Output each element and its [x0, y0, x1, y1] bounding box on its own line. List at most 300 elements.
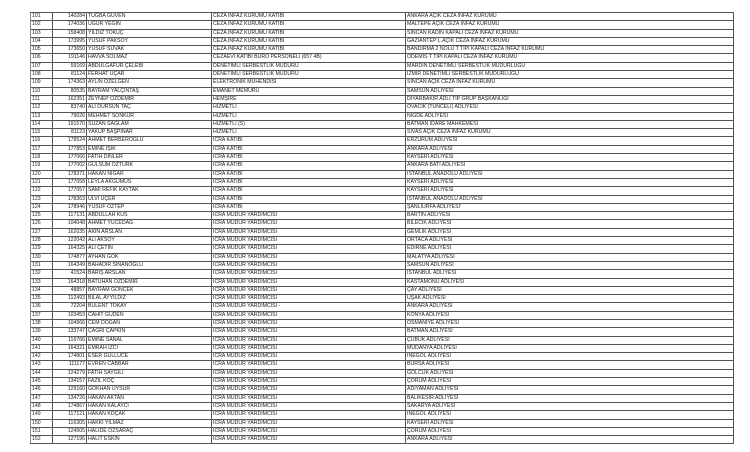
table-row: [31, 411, 734, 419]
registry-id-cell: 177066: [53, 154, 87, 162]
person-name-cell: YUSUF OZTEP: [87, 203, 212, 211]
registry-id-cell: 177002: [53, 162, 87, 170]
row-number-cell: 134: [31, 286, 53, 294]
row-number-cell: 115: [31, 129, 53, 137]
job-title-cell: ICRA KATIBI: [212, 203, 406, 211]
assignment-location-cell: ORTACA ADLIYESI: [406, 237, 734, 245]
job-title-cell: ICRA KATIBI: [212, 195, 406, 203]
assignment-location-cell: KAYSERI ADLIYESI: [406, 187, 734, 195]
registry-id-cell: 122042: [53, 237, 87, 245]
table-row: [31, 336, 734, 344]
row-number-cell: 126: [31, 220, 53, 228]
table-row: [31, 46, 734, 54]
person-name-cell: MEHMET SONKUR: [87, 112, 212, 120]
row-number-cell: 150: [31, 419, 53, 427]
table-row: [31, 170, 734, 178]
person-name-cell: EMINE SANAL: [87, 336, 212, 344]
table-row: [31, 54, 734, 62]
job-title-cell: HIZMETLI (S): [212, 120, 406, 128]
assignment-location-cell: UŞAK ADLIYESI: [406, 295, 734, 303]
table-row: [31, 311, 734, 319]
table-row: [31, 394, 734, 402]
person-name-cell: EVREN CABBAR: [87, 361, 212, 369]
row-number-cell: 128: [31, 237, 53, 245]
registry-id-cell: 174036: [53, 21, 87, 29]
assignment-location-cell: ÇORUM ADLIYESI: [406, 378, 734, 386]
job-title-cell: ICRA MUDUR YARDIMCISI: [212, 361, 406, 369]
job-title-cell: ICRA KATIBI: [212, 170, 406, 178]
assignment-location-cell: KONYA ADLIYESI: [406, 311, 734, 319]
person-name-cell: SAMI REFIK KAYTAK: [87, 187, 212, 195]
assignment-location-cell: ERZURUM ADLIYESI: [406, 137, 734, 145]
registry-id-cell: 81123: [53, 129, 87, 137]
job-title-cell: ICRA MUDUR YARDIMCISI: [212, 286, 406, 294]
row-number-cell: 138: [31, 319, 53, 327]
registry-id-cell: 174877: [53, 253, 87, 261]
person-name-cell: ABDULGAFUR ÇELEBI: [87, 62, 212, 70]
row-number-cell: 141: [31, 344, 53, 352]
job-title-cell: HIZMETLI: [212, 129, 406, 137]
assignment-location-cell: ISTANBUL ADLIYESI: [406, 270, 734, 278]
job-title-cell: ICRA KATIBI: [212, 162, 406, 170]
row-number-cell: 116: [31, 137, 53, 145]
registry-id-cell: 103453: [53, 311, 87, 319]
job-title-cell: ICRA MUDUR YARDIMCISI: [212, 228, 406, 236]
row-number-cell: 132: [31, 270, 53, 278]
registry-id-cell: 124505: [53, 427, 87, 435]
table-row: [31, 353, 734, 361]
table-row: [31, 361, 734, 369]
row-number-cell: 145: [31, 378, 53, 386]
assignment-location-cell: KAYSERI ADLIYESI: [406, 419, 734, 427]
assignment-location-cell: ISTANBUL ANADOLU ADLIYESI: [406, 170, 734, 178]
person-name-cell: FAZIL KOÇ: [87, 378, 212, 386]
person-name-cell: EMRAH IZCI: [87, 344, 212, 352]
job-title-cell: ICRA KATIBI: [212, 137, 406, 145]
row-number-cell: 109: [31, 79, 53, 87]
assignment-location-cell: MALTEPE AÇIK CEZA INFAZ KURUMU: [406, 21, 734, 29]
person-name-cell: ESER GULLUCE: [87, 353, 212, 361]
assignment-location-cell: ÇUBUK ADLIYESI: [406, 336, 734, 344]
row-number-cell: 104: [31, 37, 53, 45]
assignment-location-cell: KAYSERI ADLIYESI: [406, 154, 734, 162]
person-name-cell: BAYRAM GONCEK: [87, 286, 212, 294]
row-number-cell: 119: [31, 162, 53, 170]
row-number-cell: 106: [31, 54, 53, 62]
registry-id-cell: 124279: [53, 369, 87, 377]
registry-id-cell: 174363: [53, 79, 87, 87]
row-number-cell: 149: [31, 411, 53, 419]
table-row: [31, 79, 734, 87]
job-title-cell: ICRA MUDUR YARDIMCISI: [212, 295, 406, 303]
registry-id-cell: 80535: [53, 87, 87, 95]
job-title-cell: HIZMETLI: [212, 104, 406, 112]
registry-id-cell: 162351: [53, 95, 87, 103]
registry-id-cell: 178363: [53, 195, 87, 203]
job-title-cell: ICRA MUDUR YARDIMCISI: [212, 278, 406, 286]
table-row: [31, 378, 734, 386]
assignment-location-cell: SAKARYA ADLIYESI: [406, 402, 734, 410]
table-row: [31, 369, 734, 377]
registry-id-cell: 48857: [53, 286, 87, 294]
job-title-cell: ICRA MUDUR YARDIMCISI: [212, 261, 406, 269]
person-name-cell: AHMET YUCEDAG: [87, 220, 212, 228]
table-row: [31, 220, 734, 228]
person-name-cell: YAKUP BAŞPINAR: [87, 129, 212, 137]
job-title-cell: ICRA MUDUR YARDIMCISI: [212, 353, 406, 361]
assignment-location-cell: KAYSERI ADLIYESI: [406, 178, 734, 186]
person-name-cell: HAVVA SOLMAZ: [87, 54, 212, 62]
table-row: [31, 419, 734, 427]
registry-id-cell: 178371: [53, 170, 87, 178]
assignment-location-cell: ANKARA ADLIYESI: [406, 145, 734, 153]
table-row: [31, 87, 734, 95]
person-name-cell: HAKAN NIGAR: [87, 170, 212, 178]
row-number-cell: 147: [31, 394, 53, 402]
job-title-cell: ICRA MUDUR YARDIMCISI: [212, 369, 406, 377]
registry-id-cell: 104966: [53, 319, 87, 327]
job-title-cell: CEZA INFAZ KURUMU KATIBI: [212, 37, 406, 45]
row-number-cell: 118: [31, 154, 53, 162]
row-number-cell: 111: [31, 95, 53, 103]
person-name-cell: BARIŞ ARSLAN: [87, 270, 212, 278]
assignment-location-cell: ISTANBUL ANADOLU ADLIYESI: [406, 195, 734, 203]
person-name-cell: FATIH DINLER: [87, 154, 212, 162]
assignment-location-cell: BALIKESIR ADLIYESI: [406, 394, 734, 402]
registry-id-cell: 164318: [53, 278, 87, 286]
assignment-location-cell: ODEMIS T TIPI KAPALI CEZA INFAZ KURUMU: [406, 54, 734, 62]
row-number-cell: 117: [31, 145, 53, 153]
row-number-cell: 129: [31, 245, 53, 253]
registry-id-cell: 178946: [53, 203, 87, 211]
row-number-cell: 133: [31, 278, 53, 286]
registry-id-cell: 129160: [53, 386, 87, 394]
assignment-location-cell: INEGOL ADLIYESI: [406, 411, 734, 419]
row-number-cell: 122: [31, 187, 53, 195]
row-number-cell: 125: [31, 212, 53, 220]
person-name-cell: ULVI UÇER: [87, 195, 212, 203]
registry-id-cell: 134157: [53, 378, 87, 386]
job-title-cell: ICRA MUDUR YARDIMCISI: [212, 427, 406, 435]
registry-id-cell: 81124: [53, 71, 87, 79]
job-title-cell: CEZA INFAZ KURUMU KATIBI: [212, 46, 406, 54]
assignment-location-cell: BANDIRMA 2 NOLU T TIPI KAPALI CEZA INFAZ KURUMU: [406, 46, 734, 54]
assignment-location-cell: SINCAN AÇIK CEZA INFAZ KURUMU: [406, 79, 734, 87]
table-row: [31, 13, 734, 21]
registry-id-cell: 83740: [53, 104, 87, 112]
job-title-cell: ICRA MUDUR YARDIMCISI: [212, 419, 406, 427]
registry-id-cell: 79026: [53, 112, 87, 120]
registry-id-cell: 127196: [53, 436, 87, 444]
table-row: [31, 120, 734, 128]
job-title-cell: ICRA KATIBI: [212, 154, 406, 162]
table-row: [31, 286, 734, 294]
job-title-cell: CEZA INFAZ KURUMU KATIBI: [212, 29, 406, 37]
assignment-location-cell: SIVAS AÇIK CEZA INFAZ KURUMU: [406, 129, 734, 137]
person-name-cell: AYLIN OZELGEN: [87, 79, 212, 87]
table-row: [31, 237, 734, 245]
assignment-location-cell: OSMANIYE ADLIYESI: [406, 319, 734, 327]
row-number-cell: 124: [31, 203, 53, 211]
job-title-cell: ICRA MUDUR YARDIMCISI: [212, 394, 406, 402]
job-title-cell: ICRA MUDUR YARDIMCISI: [212, 328, 406, 336]
assignment-location-cell: GEMLIK ADLIYESI: [406, 228, 734, 236]
person-name-cell: BATUHAN OZDEMIR: [87, 278, 212, 286]
job-title-cell: ICRA MUDUR YARDIMCISI: [212, 411, 406, 419]
assignment-location-cell: INEGOL ADLIYESI: [406, 353, 734, 361]
table-row: [31, 71, 734, 79]
job-title-cell: ICRA MUDUR YARDIMCISI: [212, 270, 406, 278]
row-number-cell: 144: [31, 369, 53, 377]
table-row: [31, 178, 734, 186]
row-number-cell: 114: [31, 120, 53, 128]
person-name-cell: ZEYNEP OZDEMIR: [87, 95, 212, 103]
table-row: [31, 195, 734, 203]
table-row: [31, 154, 734, 162]
table-row: [31, 137, 734, 145]
personnel-table: [30, 12, 734, 444]
assignment-location-cell: BATMAN IDARE MAHKEMESI: [406, 120, 734, 128]
table-row: [31, 270, 734, 278]
person-name-cell: CEM DOGAN: [87, 319, 212, 327]
registry-id-cell: 104048: [53, 220, 87, 228]
job-title-cell: ICRA MUDUR YARDIMCISI -: [212, 303, 406, 311]
row-number-cell: 112: [31, 104, 53, 112]
assignment-location-cell: ANKARA BATI ADLIYESI: [406, 162, 734, 170]
person-name-cell: HAKKI YILMAZ: [87, 419, 212, 427]
person-name-cell: HAKAN AKTAN: [87, 394, 212, 402]
row-number-cell: 139: [31, 328, 53, 336]
job-title-cell: ICRA KATIBI: [212, 187, 406, 195]
assignment-location-cell: BURSA ADLIYESI: [406, 361, 734, 369]
job-title-cell: ICRA MUDUR YARDIMCISI: [212, 220, 406, 228]
assignment-location-cell: ÇORUM ADLIYESI: [406, 427, 734, 435]
table-row: [31, 112, 734, 120]
person-name-cell: BILAL AYYILDIZ: [87, 295, 212, 303]
job-title-cell: ELEKTRONIK MUHENDISI: [212, 79, 406, 87]
table-row: [31, 187, 734, 195]
job-title-cell: EMANET MEMURU: [212, 87, 406, 95]
registry-id-cell: 134726: [53, 394, 87, 402]
job-title-cell: ICRA MUDUR YARDIMCISI: [212, 336, 406, 344]
registry-id-cell: 41524: [53, 270, 87, 278]
assignment-location-cell: SINCAN KADIN KAPALI CEZA INFAZ KURUMU: [406, 29, 734, 37]
row-number-cell: 120: [31, 170, 53, 178]
assignment-location-cell: GOLCUK ADLIYESI: [406, 369, 734, 377]
person-name-cell: BAYRAM YALÇINTAŞ: [87, 87, 212, 95]
row-number-cell: 152: [31, 436, 53, 444]
person-name-cell: FATIH SAYGILI: [87, 369, 212, 377]
job-title-cell: ICRA MUDUR YARDIMCISI: [212, 237, 406, 245]
table-row: [31, 37, 734, 45]
table-row: [31, 228, 734, 236]
table-row: [31, 278, 734, 286]
row-number-cell: 101: [31, 13, 53, 21]
table-row: [31, 253, 734, 261]
person-name-cell: BAHADIR SINANOGLU: [87, 261, 212, 269]
table-row: [31, 328, 734, 336]
registry-id-cell: 112493: [53, 295, 87, 303]
job-title-cell: ICRA MUDUR YARDIMCISI: [212, 311, 406, 319]
registry-id-cell: 173995: [53, 37, 87, 45]
person-name-cell: GOKHAN UYSUR: [87, 386, 212, 394]
row-number-cell: 148: [31, 402, 53, 410]
person-name-cell: HAKAN KOÇAK: [87, 411, 212, 419]
assignment-location-cell: MALATYA ADLIYESI: [406, 253, 734, 261]
person-name-cell: ÇAGRI ÇAPKIN: [87, 328, 212, 336]
person-name-cell: HAKAN KALAYCI: [87, 402, 212, 410]
table-row: [31, 145, 734, 153]
row-number-cell: 131: [31, 261, 53, 269]
assignment-location-cell: NIGDE ADLIYESI: [406, 112, 734, 120]
registry-id-cell: 164321: [53, 344, 87, 352]
registry-id-cell: 116305: [53, 419, 87, 427]
registry-id-cell: 173650: [53, 46, 87, 54]
table-row: [31, 62, 734, 70]
row-number-cell: 103: [31, 29, 53, 37]
registry-id-cell: 164325: [53, 245, 87, 253]
assignment-location-cell: ÇAY ADLIYESI: [406, 286, 734, 294]
registry-id-cell: 177058: [53, 178, 87, 186]
row-number-cell: 137: [31, 311, 53, 319]
assignment-location-cell: SAMSUN ADLIYESI: [406, 261, 734, 269]
job-title-cell: HIZMETLI: [212, 112, 406, 120]
assignment-location-cell: IZMIR DENETIMLI SERBESTLIK MUDURLUGU: [406, 71, 734, 79]
job-title-cell: ICRA MUDUR YARDIMCISI: [212, 436, 406, 444]
row-number-cell: 107: [31, 62, 53, 70]
row-number-cell: 151: [31, 427, 53, 435]
job-title-cell: ICRA MUDUR YARDIMCISI: [212, 344, 406, 352]
row-number-cell: 127: [31, 228, 53, 236]
job-title-cell: ICRA MUDUR YARDIMCISI: [212, 253, 406, 261]
registry-id-cell: 174801: [53, 353, 87, 361]
assignment-location-cell: BILECIK ADLIYESI: [406, 220, 734, 228]
registry-id-cell: 174867: [53, 402, 87, 410]
registry-id-cell: 162035: [53, 228, 87, 236]
assignment-location-cell: DIYARBAKIR ADLI TIP GRUP BAŞKANLIGI: [406, 95, 734, 103]
registry-id-cell: 191570: [53, 120, 87, 128]
person-name-cell: AYHAN GOK: [87, 253, 212, 261]
assignment-location-cell: BATMAN ADLIYESI: [406, 328, 734, 336]
table-row: [31, 95, 734, 103]
assignment-location-cell: BARTIN ADLIYESI: [406, 212, 734, 220]
person-name-cell: GULSUM OZTURK: [87, 162, 212, 170]
table-row: [31, 203, 734, 211]
table-row: [31, 162, 734, 170]
person-name-cell: TUGBA GUVEN: [87, 13, 212, 21]
registry-id-cell: 72204: [53, 303, 87, 311]
person-name-cell: AHMET BERBEROGLU: [87, 137, 212, 145]
job-title-cell: ICRA KATIBI: [212, 178, 406, 186]
job-title-cell: ICRA MUDUR YARDIMCISI: [212, 378, 406, 386]
table-row: [31, 295, 734, 303]
row-number-cell: 136: [31, 303, 53, 311]
registry-id-cell: 177853: [53, 145, 87, 153]
job-title-cell: ICRA MUDUR YARDIMCISI: [212, 319, 406, 327]
table-row: [31, 436, 734, 444]
person-name-cell: FERHAT UÇAR: [87, 71, 212, 79]
assignment-location-cell: KASTAMONU ADLIYESI: [406, 278, 734, 286]
table-row: [31, 319, 734, 327]
assignment-location-cell: MARDIN DENETIMLI SERBESTLIK MUDURLUGU: [406, 62, 734, 70]
table-row: [31, 344, 734, 352]
person-name-cell: ABDULLAH KUS: [87, 212, 212, 220]
registry-id-cell: 178524: [53, 137, 87, 145]
job-title-cell: ICRA KATIBI: [212, 145, 406, 153]
person-name-cell: ALI DURSUN TAÇ: [87, 104, 212, 112]
assignment-location-cell: ANKARA AÇIK CEZA INFAZ KURUMU: [406, 13, 734, 21]
row-number-cell: 143: [31, 361, 53, 369]
job-title-cell: DENETIMLI SERBESTLIK MUDURU: [212, 62, 406, 70]
table-row: [31, 129, 734, 137]
job-title-cell: DENETIMLI SERBESTLIK MUDURU: [212, 71, 406, 79]
row-number-cell: 140: [31, 336, 53, 344]
person-name-cell: HALIDE OZSARAÇ: [87, 427, 212, 435]
row-number-cell: 113: [31, 112, 53, 120]
registry-id-cell: 117121: [53, 411, 87, 419]
table-row: [31, 386, 734, 394]
registry-id-cell: 111177: [53, 361, 87, 369]
registry-id-cell: 117131: [53, 212, 87, 220]
table-row: [31, 402, 734, 410]
assignment-location-cell: ANKARA ADLIYESI: [406, 436, 734, 444]
job-title-cell: CEZA INFAZ KURUMU KATIBI: [212, 13, 406, 21]
person-name-cell: ALI AKSOY: [87, 237, 212, 245]
registry-id-cell: 116766: [53, 336, 87, 344]
document-page: [30, 12, 734, 444]
table-row: [31, 29, 734, 37]
registry-id-cell: 140284: [53, 13, 87, 21]
person-name-cell: YUSUF SUVAK: [87, 46, 212, 54]
table-row: [31, 104, 734, 112]
assignment-location-cell: ANKARA ADLIYESI: [406, 303, 734, 311]
assignment-location-cell: GAZIANTEP L.AÇIK CEZA INFAZ KURUMU: [406, 37, 734, 45]
row-number-cell: 123: [31, 195, 53, 203]
assignment-location-cell: SAMSUN ADLIYESI: [406, 87, 734, 95]
registry-id-cell: 191146: [53, 54, 87, 62]
person-name-cell: HALIT ESKIN: [87, 436, 212, 444]
job-title-cell: CEZA INFAZ KURUMU KATIBI: [212, 21, 406, 29]
registry-id-cell: 177057: [53, 187, 87, 195]
person-name-cell: BULENT TOKAY: [87, 303, 212, 311]
job-title-cell: CEZAEVI KATIBI BURO PERSONELI (657 4B): [212, 54, 406, 62]
person-name-cell: LEYLA AKGUMUS: [87, 178, 212, 186]
person-name-cell: AKIN ARSLAN: [87, 228, 212, 236]
assignment-location-cell: ADIYAMAN ADLIYESI: [406, 386, 734, 394]
row-number-cell: 121: [31, 178, 53, 186]
person-name-cell: YUSUF PAKSOY: [87, 37, 212, 45]
person-name-cell: ALI ÇETIN: [87, 245, 212, 253]
job-title-cell: HEMŞIRE: [212, 95, 406, 103]
row-number-cell: 102: [31, 21, 53, 29]
person-name-cell: EMINE IŞIK: [87, 145, 212, 153]
person-name-cell: YILDIZ TOKUÇ: [87, 29, 212, 37]
row-number-cell: 135: [31, 295, 53, 303]
table-row: [31, 303, 734, 311]
registry-id-cell: 158408: [53, 29, 87, 37]
person-name-cell: CAHIT GUDEN: [87, 311, 212, 319]
row-number-cell: 142: [31, 353, 53, 361]
personnel-table-body: [31, 13, 734, 444]
person-name-cell: SUZAN SAGLAM: [87, 120, 212, 128]
row-number-cell: 105: [31, 46, 53, 54]
registry-id-cell: 164349: [53, 261, 87, 269]
person-name-cell: UGUR YEGIN: [87, 21, 212, 29]
table-row: [31, 427, 734, 435]
job-title-cell: ICRA MUDUR YARDIMCISI: [212, 402, 406, 410]
job-title-cell: ICRA MUDUR YARDIMCISI: [212, 212, 406, 220]
table-row: [31, 245, 734, 253]
